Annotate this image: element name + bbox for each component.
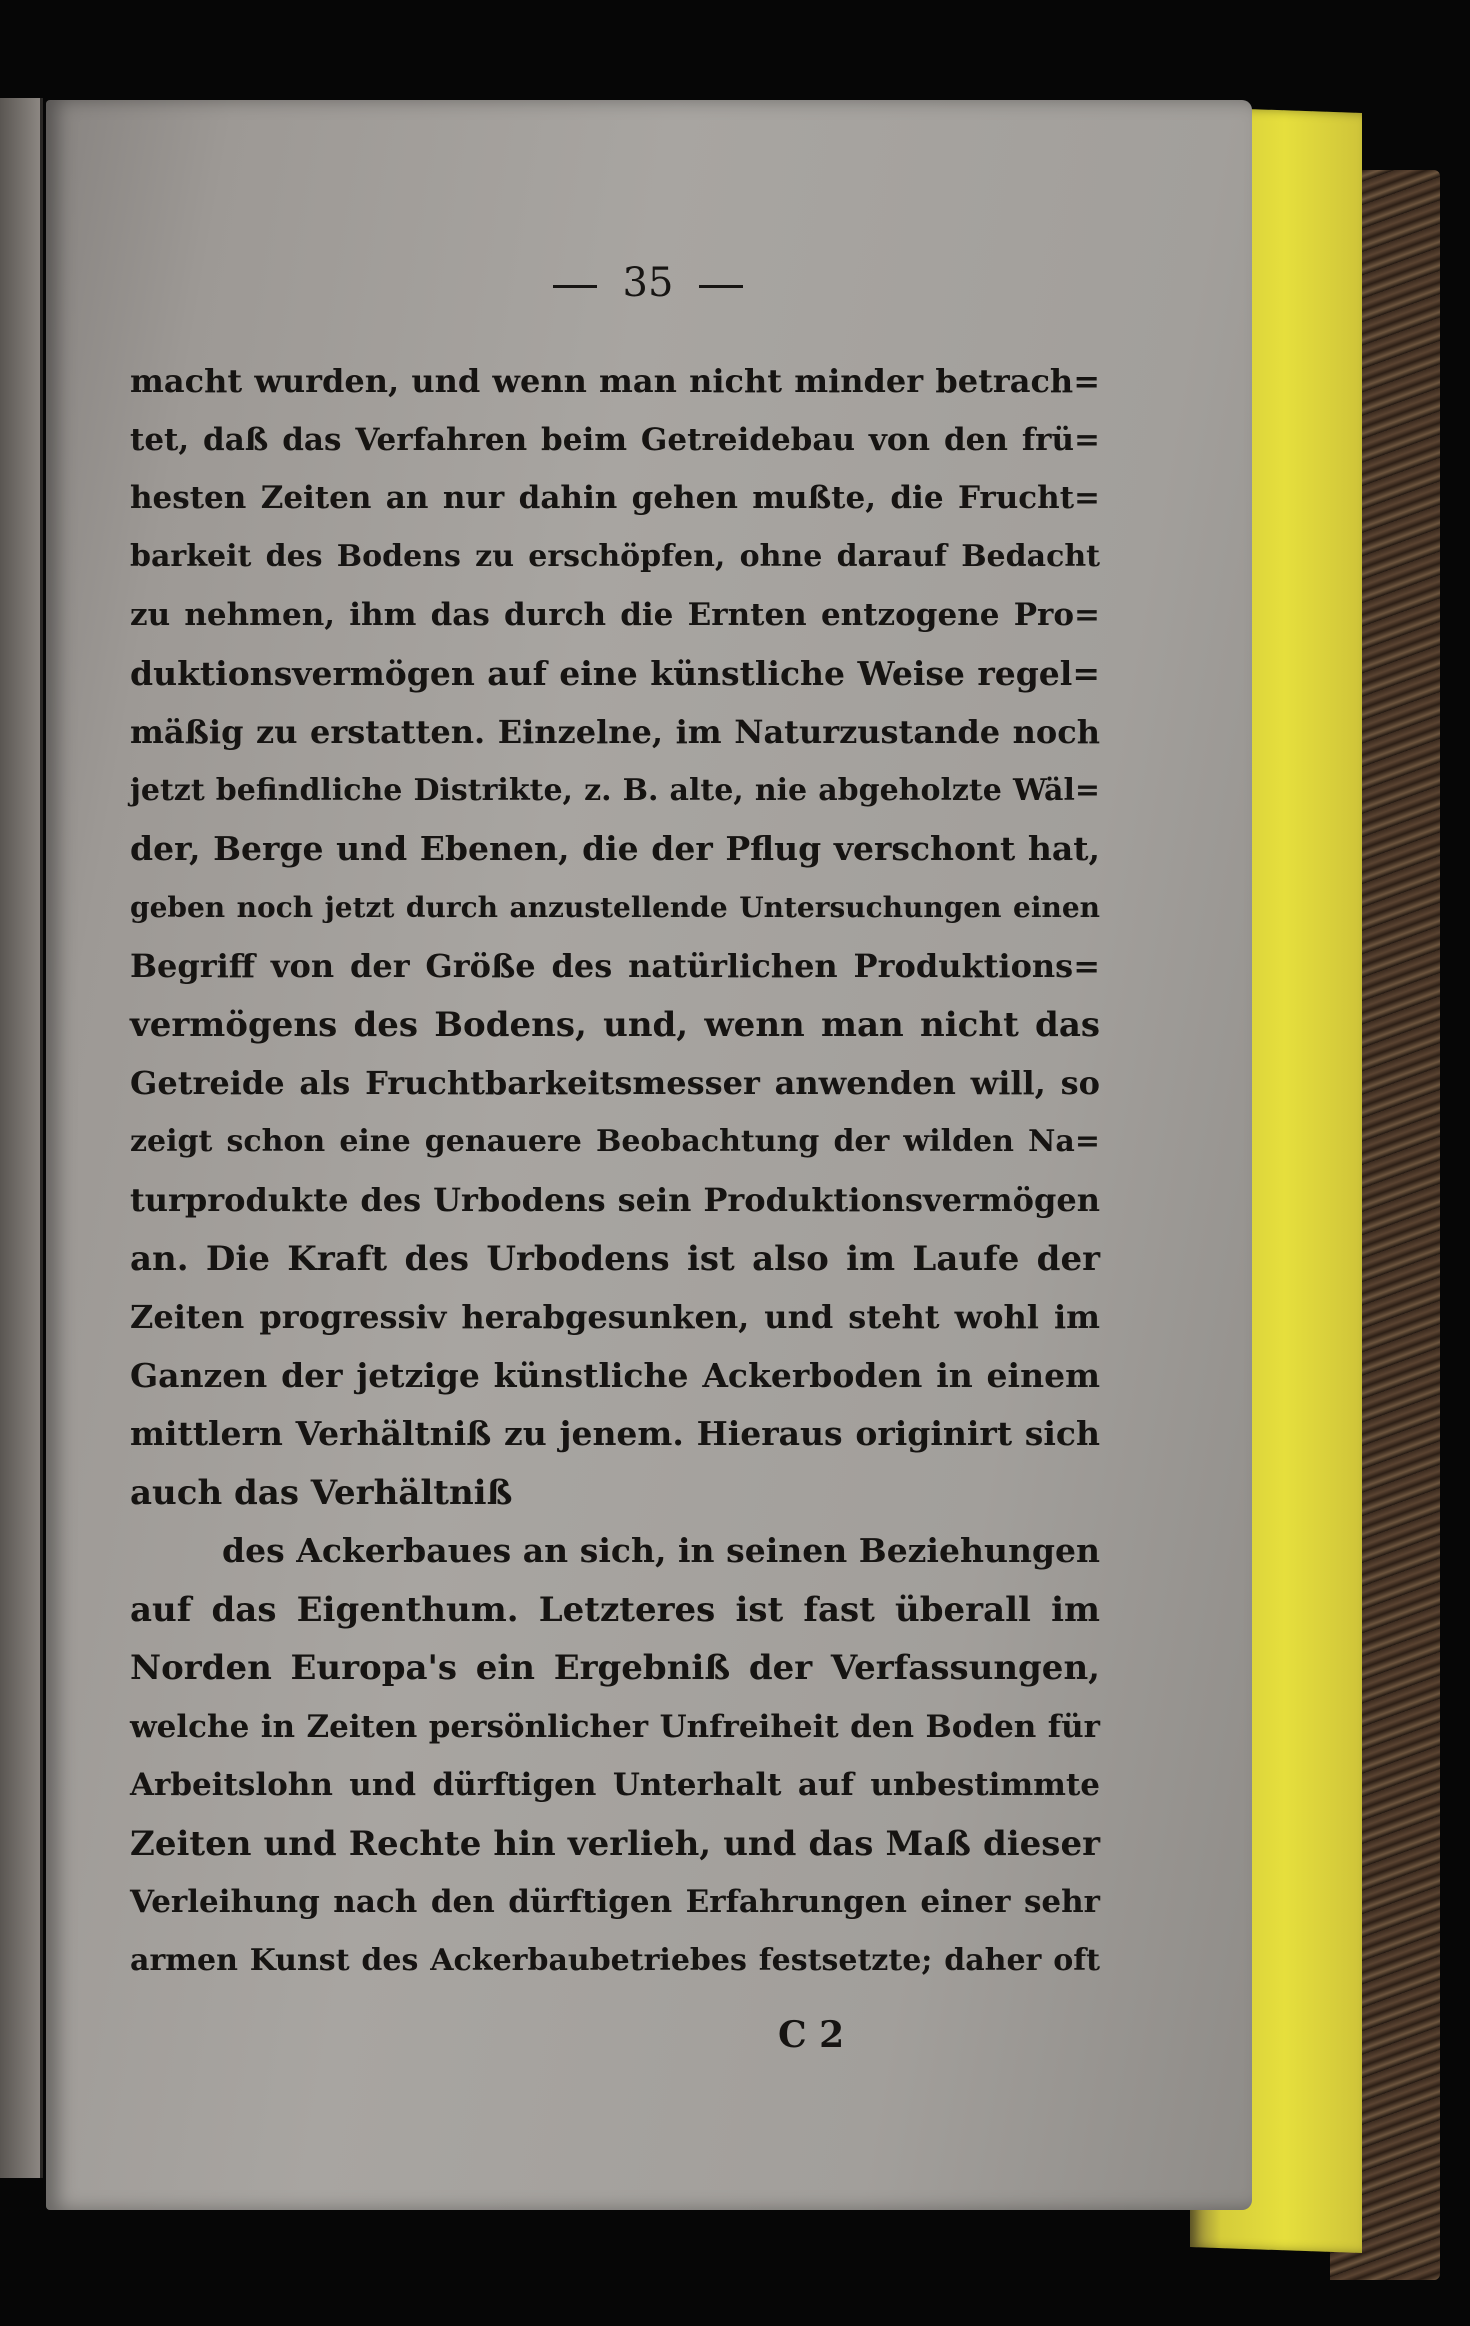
header-dash-left [553, 285, 597, 288]
text-line: an. Die Kraft des Urbodens ist also im Laufe der [130, 1238, 1100, 1279]
text-line: turprodukte des Urbodens sein Produktionsvermögen [130, 1181, 1100, 1219]
text-line: mäßig zu erstatten. Einzelne, im Naturzustande noch [130, 713, 1100, 751]
text-line: macht wurden, und wenn man nicht minder betrach= [130, 362, 1100, 400]
text-line: der, Berge und Ebenen, die der Pflug verschont hat, [130, 829, 1100, 868]
text-line: zu nehmen, ihm das durch die Ernten entzogene Pro= [130, 597, 1100, 633]
page-body-text [130, 352, 1100, 1990]
text-line: jetzt befindliche Distrikte, z. B. alte, nie abgeholzte Wäl= [130, 772, 1100, 808]
text-line: armen Kunst des Ackerbaubetriebes festsetzte; daher oft [130, 1942, 1100, 1978]
text-line: tet, daß das Verfahren beim Getreidebau von den frü= [130, 421, 1100, 458]
header-dash-right [699, 285, 743, 288]
text-line: auch das Verhältniß [130, 1472, 513, 1513]
text-line: Norden Europa's ein Ergebniß der Verfassungen, [130, 1648, 1100, 1688]
text-line: Getreide als Fruchtbarkeitsmesser anwenden will, so [130, 1064, 1100, 1102]
text-line: barkeit des Bodens zu erschöpfen, ohne darauf Bedacht [130, 538, 1100, 574]
left-page-edge [0, 98, 43, 2178]
text-line: Ganzen der jetzige künstliche Ackerboden in einem [130, 1355, 1100, 1395]
text-line: Zeiten und Rechte hin verlieh, und das Maß dieser [130, 1823, 1100, 1864]
text-line: hesten Zeiten an nur dahin gehen mußte, die Frucht= [130, 480, 1100, 516]
page-header [498, 260, 798, 320]
text-line: Arbeitslohn und dürftigen Unterhalt auf unbestimmte [130, 1767, 1100, 1803]
text-line: Begriff von der Größe des natürlichen Produktions= [130, 947, 1100, 985]
text-line: duktionsvermögen auf eine künstliche Weise regel= [130, 653, 1100, 693]
text-line: des Ackerbaues an sich, in seinen Beziehungen [222, 1531, 1100, 1570]
page-number: 35 [622, 260, 674, 306]
text-line: Zeiten progressiv herabgesunken, und steht wohl im [130, 1298, 1100, 1336]
text-line: geben noch jetzt durch anzustellende Untersuchungen einen [130, 890, 1100, 924]
text-line: mittlern Verhältniß zu jenem. Hieraus originirt sich [130, 1414, 1100, 1453]
text-line: vermögens des Bodens, und, wenn man nicht das [130, 1004, 1100, 1045]
signature-mark: C 2 [778, 2014, 845, 2056]
text-line: zeigt schon eine genauere Beobachtung der wilden Na= [130, 1123, 1100, 1159]
text-line: Verleihung nach den dürftigen Erfahrungen einer sehr [130, 1884, 1100, 1920]
text-line: welche in Zeiten persönlicher Unfreiheit den Boden für [130, 1708, 1100, 1745]
text-line: auf das Eigenthum. Letzteres ist fast überall im [130, 1589, 1100, 1630]
